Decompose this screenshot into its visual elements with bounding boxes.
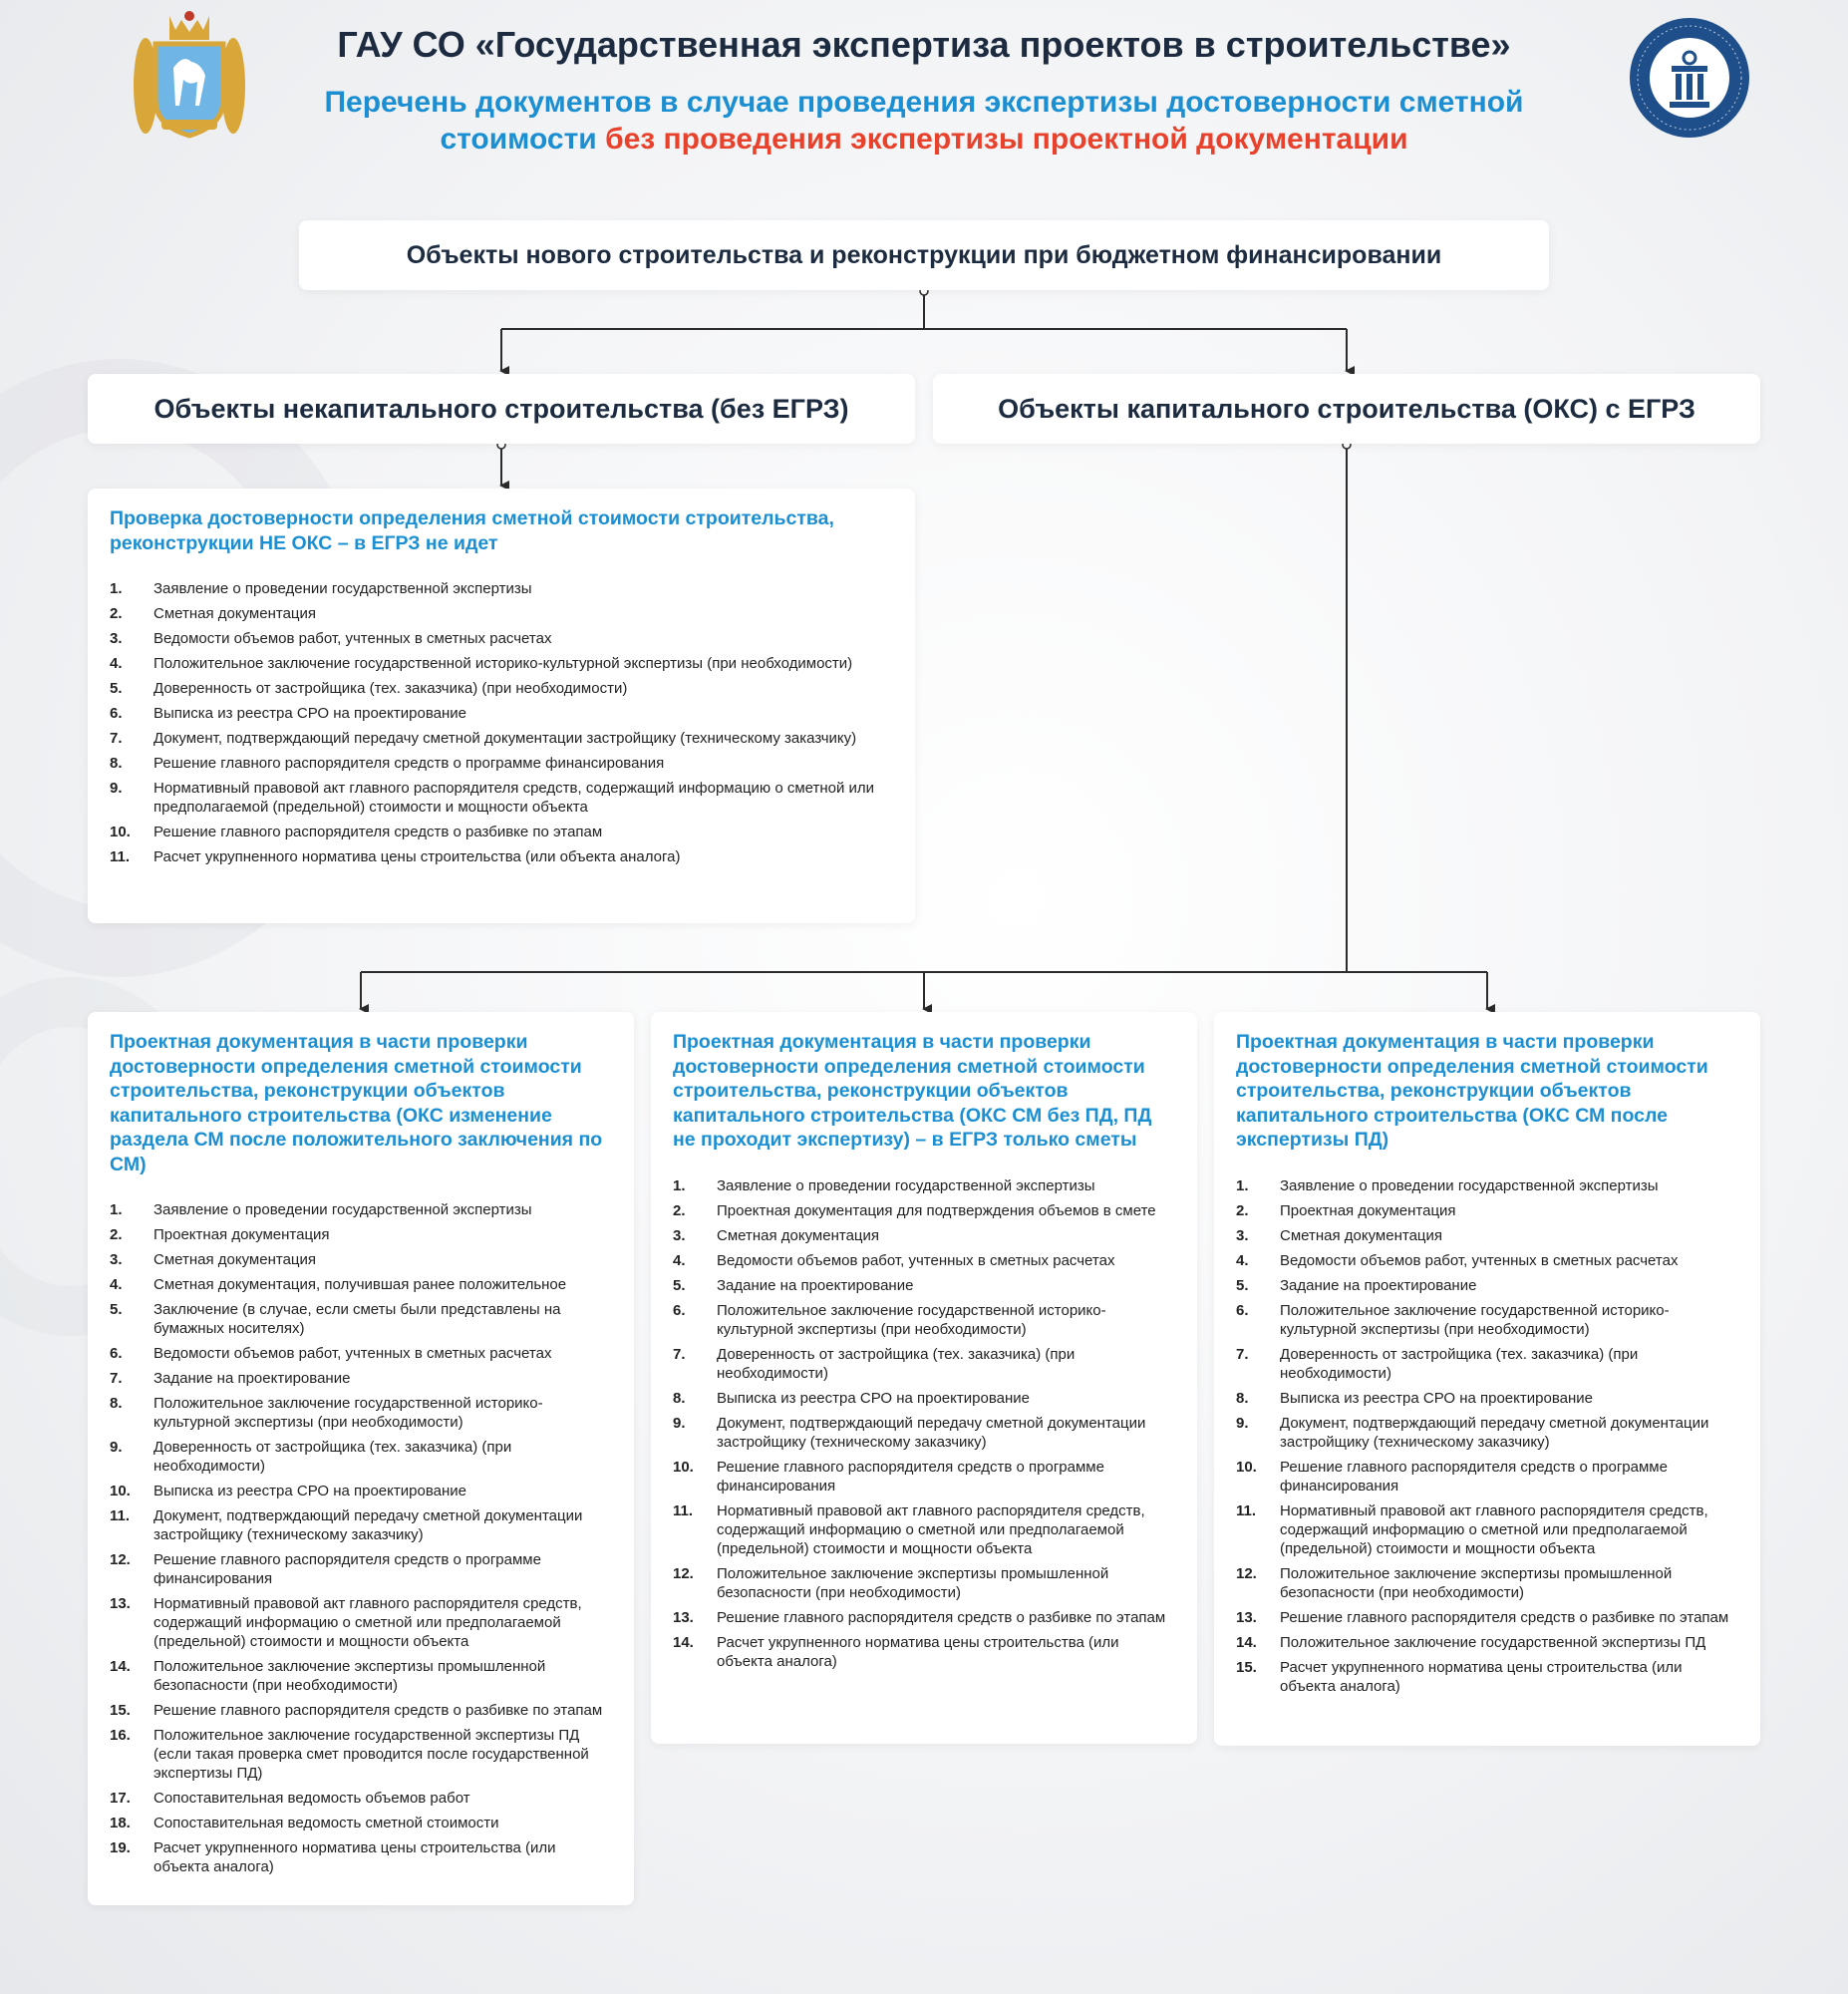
document-list [110,1200,614,1876]
item-number: 10. [110,1483,131,1499]
item-number: 11. [1236,1501,1257,1519]
list-item [673,1608,1177,1627]
list-item [673,1345,1177,1383]
item-text: Решение главного распорядителя средств о разбивке по этапам [154,824,603,840]
item-text: Выписка из реестра СРО на проектирование [1280,1389,1593,1407]
list-item [110,1789,614,1808]
item-text: Документ, подтверждающий передачу сметной документации застройщику (техническому заказчику) [154,1507,583,1543]
item-text: Расчет укрупненного норматива цены строительства (или объекта аналога) [154,848,681,865]
list-item [110,1814,614,1832]
list-item [110,1300,614,1338]
item-number: 12. [673,1564,694,1582]
item-number: 7. [1236,1345,1249,1363]
item-number: 8. [110,755,123,772]
item-text: Ведомости объемов работ, учтенных в сметных расчетах [154,630,552,647]
item-number: 8. [1236,1389,1249,1407]
item-number: 18. [110,1815,131,1831]
item-text: Доверенность от застройщика (тех. заказчика) (при необходимости) [154,1439,512,1475]
item-number: 3. [1236,1226,1249,1244]
item-number: 4. [673,1251,686,1269]
item-number: 13. [110,1595,131,1612]
item-number: 7. [110,730,123,747]
item-text: Доверенность от застройщика (тех. заказчика) (при необходимости) [1280,1345,1639,1382]
branch-capital [933,374,1760,444]
item-number: 19. [110,1839,131,1856]
item-number: 9. [110,1439,123,1456]
item-text: Проектная документация [1280,1201,1456,1219]
item-number: 9. [673,1414,686,1432]
item-text: Выписка из реестра СРО на проектирование [154,1483,466,1499]
item-text: Сметная документация, получившая ранее положительное [154,1276,567,1293]
item-number: 14. [673,1633,694,1651]
list-item [1236,1276,1740,1295]
list-item [1236,1414,1740,1452]
item-text: Положительное заключение государственной историко-культурной экспертизы (при необходимости) [1280,1301,1670,1338]
item-text: Расчет укрупненного норматива цены строительства (или объекта аналога) [1280,1658,1683,1695]
document-list [1236,1176,1740,1696]
list-item [110,1250,614,1269]
card-title: Проектная документация в части проверки достоверности определения сметной стоимости строительства, реконструкции объектов капитального строительства (ОКС СМ после экспертизы ПД) [1236,1031,1708,1151]
list-item [110,604,895,623]
item-text: Документ, подтверждающий передачу сметной документации застройщику (техническому заказчику) [717,1414,1146,1451]
item-number: 5. [673,1276,686,1294]
document-list [110,579,895,866]
list-item [1236,1608,1740,1627]
item-number: 9. [110,780,123,797]
list-item [110,1550,614,1588]
item-number: 6. [110,1345,123,1362]
item-number: 3. [110,630,123,647]
item-text: Выписка из реестра СРО на проектирование [717,1389,1030,1407]
item-number: 6. [673,1301,686,1319]
page-title: ГАУ СО «Государственная экспертиза проектов в строительстве» [337,24,1511,65]
card-title: Проверка достоверности определения сметной стоимости строительства, реконструкции НЕ ОКС – в ЕГРЗ не идет [110,507,834,554]
list-item [673,1458,1177,1496]
item-text: Решение главного распорядителя средств о разбивке по этапам [154,1702,603,1719]
list-item [673,1501,1177,1558]
item-text: Заявление о проведении государственной экспертизы [1280,1176,1659,1194]
item-number: 7. [673,1345,686,1363]
item-text: Задание на проектирование [717,1276,914,1294]
list-item [110,1838,614,1876]
item-text: Доверенность от застройщика (тех. заказчика) (при необходимости) [154,680,628,697]
item-number: 1. [673,1176,686,1194]
item-number: 11. [110,848,131,865]
item-text: Решение главного распорядителя средств о разбивке по этапам [1280,1608,1729,1626]
item-number: 2. [1236,1201,1249,1219]
item-number: 7. [110,1370,123,1387]
item-text: Решение главного распорядителя средств о разбивке по этапам [717,1608,1166,1626]
list-item [1236,1226,1740,1245]
list-item [110,679,895,698]
card-oks-no-pd [651,1012,1197,1744]
item-number: 11. [673,1501,694,1519]
list-item [110,847,895,866]
branch-capital-label: Объекты капитального строительства (ОКС) с ЕГРЗ [998,393,1695,424]
item-number: 2. [110,1226,123,1243]
list-item [673,1201,1177,1220]
list-item [673,1414,1177,1452]
list-item [110,1482,614,1500]
item-number: 12. [110,1551,131,1568]
list-item [110,729,895,748]
item-text: Сметная документация [154,1251,317,1268]
item-text: Документ, подтверждающий передачу сметной документации застройщику (техническому заказчику) [154,730,857,747]
item-number: 14. [110,1658,131,1675]
item-text: Заявление о проведении государственной экспертизы [717,1176,1095,1194]
item-text: Решение главного распорядителя средств о программе финансирования [154,755,665,772]
item-text: Положительное заключение экспертизы промышленной безопасности (при необходимости) [717,1564,1109,1601]
root-label: Объекты нового строительства и реконструкции при бюджетном финансировании [406,240,1442,269]
list-item [1236,1176,1740,1195]
list-item [1236,1345,1740,1383]
item-number: 6. [110,705,123,722]
item-text: Заявление о проведении государственной экспертизы [154,1201,532,1218]
list-item [110,704,895,723]
list-item [673,1389,1177,1408]
item-text: Положительное заключение государственной экспертизы ПД [1280,1633,1706,1651]
item-number: 3. [110,1251,123,1268]
item-number: 16. [110,1727,131,1744]
item-number: 17. [110,1790,131,1807]
item-text: Положительное заключение государственной историко-культурной экспертизы (при необходимости) [717,1301,1106,1338]
card-title: Проектная документация в части проверки достоверности определения сметной стоимости строительства, реконструкции объектов капитального строительства (ОКС СМ без ПД, ПД не проходит экспертизу) – в ЕГРЗ только сметы [673,1031,1152,1151]
card-oks-change [88,1012,634,1905]
item-text: Положительное заключение государственной историко-культурной экспертизы (при необходимости) [154,1395,543,1431]
list-item [110,823,895,841]
list-item [1236,1458,1740,1496]
list-item [110,1394,614,1432]
card-non-oks [88,489,915,923]
card-oks-after-pd [1214,1012,1760,1746]
item-number: 4. [1236,1251,1249,1269]
item-number: 13. [673,1608,694,1626]
item-number: 10. [1236,1458,1257,1476]
branch-non-capital-label: Объекты некапитального строительства (без ЕГРЗ) [154,393,849,424]
item-number: 6. [1236,1301,1249,1319]
item-number: 12. [1236,1564,1257,1582]
item-text: Положительное заключение государственной экспертизы ПД (если такая проверка смет проводится после государственной экспертизы ПД) [154,1727,589,1782]
subtitle-blue: Перечень документов в случае проведения экспертизы достоверности сметной стоимости [324,86,1524,156]
item-text: Заключение (в случае, если сметы были представлены на бумажных носителях) [154,1301,561,1337]
list-item [1236,1201,1740,1220]
list-item [110,1726,614,1783]
item-number: 4. [110,655,123,672]
list-item [110,579,895,598]
list-item [673,1276,1177,1295]
item-text: Расчет укрупненного норматива цены строительства (или объекта аналога) [717,1633,1119,1670]
item-number: 15. [1236,1658,1257,1676]
item-text: Проектная документация для подтверждения объемов в смете [717,1201,1156,1219]
item-text: Ведомости объемов работ, учтенных в сметных расчетах [717,1251,1115,1269]
item-number: 15. [110,1702,131,1719]
item-number: 5. [1236,1276,1249,1294]
list-item [1236,1501,1740,1558]
item-text: Решение главного распорядителя средств о программе финансирования [154,1551,541,1587]
item-number: 9. [1236,1414,1249,1432]
root-node [299,220,1549,290]
list-item [1236,1251,1740,1270]
list-item [673,1633,1177,1671]
document-list [673,1176,1177,1671]
item-number: 5. [110,680,123,697]
item-text: Выписка из реестра СРО на проектирование [154,705,466,722]
list-item [110,1344,614,1363]
item-number: 10. [110,824,131,840]
item-text: Положительное заключение государственной историко-культурной экспертизы (при необходимости) [154,655,853,672]
item-text: Нормативный правовой акт главного распорядителя средств, содержащий информацию о сметной или предполагаемой (предельной) стоимости и мощности объекта [1280,1501,1708,1557]
item-text: Доверенность от застройщика (тех. заказчика) (при необходимости) [717,1345,1076,1382]
item-number: 5. [110,1301,123,1318]
item-text: Нормативный правовой акт главного распорядителя средств, содержащий информацию о сметной или предполагаемой (предельной) стоимости и мощности объекта [154,1595,582,1650]
list-item [1236,1564,1740,1602]
item-number: 10. [673,1458,694,1476]
list-item [673,1251,1177,1270]
item-text: Заявление о проведении государственной экспертизы [154,580,532,597]
item-number: 3. [673,1226,686,1244]
item-text: Нормативный правовой акт главного распорядителя средств, содержащий информацию о сметной или предполагаемой (предельной) стоимости и мощности объекта [154,780,875,816]
list-item [1236,1301,1740,1339]
item-text: Расчет укрупненного норматива цены строительства (или объекта аналога) [154,1839,556,1875]
item-number: 4. [110,1276,123,1293]
item-text: Ведомости объемов работ, учтенных в сметных расчетах [1280,1251,1679,1269]
list-item [110,1438,614,1476]
list-item [673,1226,1177,1245]
list-item [110,754,895,773]
item-text: Сопоставительная ведомость объемов работ [154,1790,470,1807]
list-item [110,1225,614,1244]
item-number: 11. [110,1507,131,1524]
list-item [110,1275,614,1294]
list-item [110,779,895,817]
list-item [110,1657,614,1695]
list-item [673,1301,1177,1339]
item-text: Нормативный правовой акт главного распорядителя средств, содержащий информацию о сметной или предполагаемой (предельной) стоимости и мощности объекта [717,1501,1145,1557]
item-text: Сопоставительная ведомость сметной стоимости [154,1815,499,1831]
item-number: 1. [1236,1176,1249,1194]
item-number: 14. [1236,1633,1257,1651]
item-text: Задание на проектирование [1280,1276,1477,1294]
list-item [673,1564,1177,1602]
item-text: Сметная документация [1280,1226,1443,1244]
item-number: 13. [1236,1608,1257,1626]
item-number: 2. [110,605,123,622]
item-text: Проектная документация [154,1226,330,1243]
list-item [110,654,895,673]
item-text: Документ, подтверждающий передачу сметной документации застройщику (техническому заказчику) [1280,1414,1709,1451]
list-item [673,1176,1177,1195]
card-title: Проектная документация в части проверки достоверности определения сметной стоимости строительства, реконструкции объектов капитального строительства (ОКС изменение раздела СМ после положительного заключения по СМ) [110,1031,603,1175]
item-text: Решение главного распорядителя средств о программе финансирования [1280,1458,1668,1495]
item-text: Положительное заключение экспертизы промышленной безопасности (при необходимости) [154,1658,546,1694]
item-number: 8. [110,1395,123,1412]
item-text: Положительное заключение экспертизы промышленной безопасности (при необходимости) [1280,1564,1673,1601]
item-text: Сметная документация [717,1226,880,1244]
list-item [110,1200,614,1219]
list-item [110,1369,614,1388]
list-item [1236,1633,1740,1652]
list-item [110,1701,614,1720]
list-item [110,1506,614,1544]
list-item [110,1594,614,1651]
item-number: 1. [110,1201,123,1218]
item-number: 1. [110,580,123,597]
list-item [1236,1389,1740,1408]
item-text: Сметная документация [154,605,317,622]
item-text: Задание на проектирование [154,1370,351,1387]
list-item [1236,1658,1740,1696]
subtitle-red: без проведения экспертизы проектной документации [605,123,1408,156]
item-text: Ведомости объемов работ, учтенных в сметных расчетах [154,1345,552,1362]
branch-non-capital [88,374,915,444]
list-item [110,629,895,648]
item-number: 2. [673,1201,686,1219]
item-number: 8. [673,1389,686,1407]
item-text: Решение главного распорядителя средств о программе финансирования [717,1458,1104,1495]
